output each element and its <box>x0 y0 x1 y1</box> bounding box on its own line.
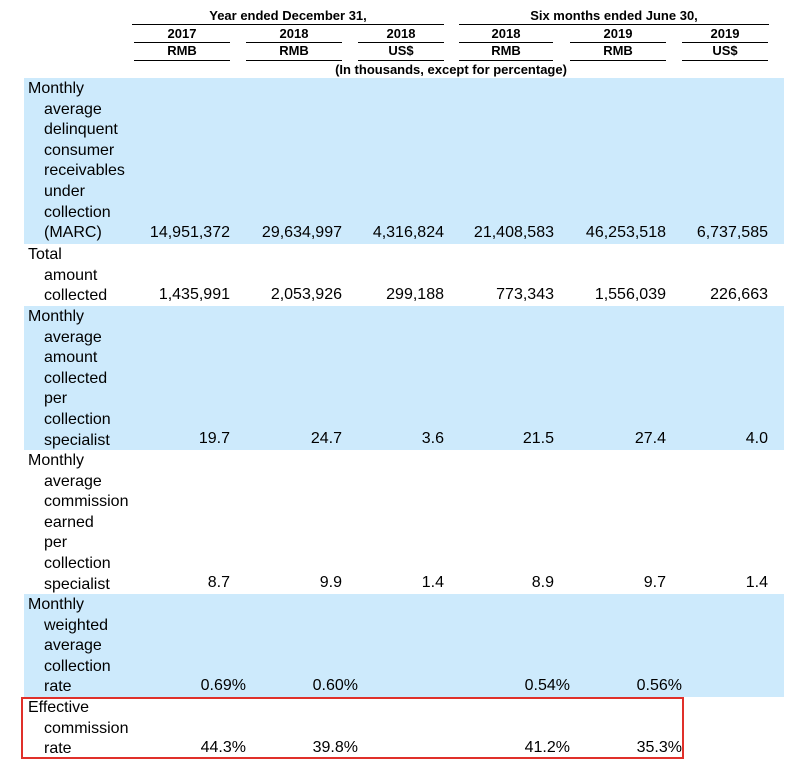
header-currency: US$ <box>388 43 414 58</box>
table-cell: 21,408,583 <box>473 224 554 241</box>
header-year: 2018 <box>279 26 309 41</box>
highlight-box <box>21 697 684 759</box>
table-row-weighted-collection-rate <box>24 594 784 697</box>
header-group-underline <box>132 24 444 25</box>
header-currency-underline <box>682 60 768 61</box>
header-currency: RMB <box>167 43 197 58</box>
table-cell: 35.3% <box>636 739 682 756</box>
header-currency-underline <box>246 60 342 61</box>
table-cell: 46,253,518 <box>585 224 666 241</box>
header-year: 2017 <box>167 26 197 41</box>
header-currency-underline <box>459 60 553 61</box>
table-cell: 0.54% <box>524 677 570 694</box>
header-currency-underline <box>570 60 666 61</box>
table-cell: 0.60% <box>312 677 358 694</box>
header-year: 2019 <box>603 26 633 41</box>
header-year: 2018 <box>386 26 416 41</box>
header-group-year-ended: Year ended December 31, <box>209 8 367 23</box>
row-label: Monthly average amount collected per collection specialist <box>28 308 111 449</box>
table-cell: 27.4 <box>634 430 666 447</box>
table-cell: 0.69% <box>200 677 246 694</box>
header-currency: RMB <box>603 43 633 58</box>
row-label: Total amount collected <box>28 246 108 305</box>
header-units-note: (In thousands, except for percentage) <box>335 62 567 77</box>
row-label: Effective commission rate <box>28 699 129 758</box>
table-cell: 2,053,926 <box>270 286 342 303</box>
table-cell: 773,343 <box>496 286 554 303</box>
table-cell: 6,737,585 <box>696 224 768 241</box>
table-cell: 14,951,372 <box>149 224 230 241</box>
header-year: 2018 <box>491 26 521 41</box>
table-cell: 226,663 <box>710 286 768 303</box>
header-currency-underline <box>358 60 444 61</box>
table-cell: 4,316,824 <box>372 224 444 241</box>
table-cell: 9.9 <box>319 574 342 591</box>
table-cell: 9.7 <box>643 574 666 591</box>
header-currency: RMB <box>279 43 309 58</box>
header-group-six-months: Six months ended June 30, <box>530 8 698 23</box>
table-row-avg-amount-per-specialist <box>24 306 784 450</box>
table-cell: 29,634,997 <box>261 224 342 241</box>
table-row-total-amount-collected <box>24 244 784 306</box>
table-cell: 1,435,991 <box>158 286 230 303</box>
table-cell: 0.56% <box>636 677 682 694</box>
table-cell: 24.7 <box>310 430 342 447</box>
table-cell: 4.0 <box>745 430 768 447</box>
table-cell: 39.8% <box>312 739 358 756</box>
row-label: Monthly average delinquent consumer receivables under collection (MARC) <box>28 80 125 242</box>
table-cell: 299,188 <box>386 286 444 303</box>
header-currency: US$ <box>712 43 738 58</box>
header-currency-underline <box>134 60 230 61</box>
row-label: Monthly weighted average collection rate <box>28 596 111 696</box>
table-cell: 44.3% <box>200 739 246 756</box>
table-cell: 19.7 <box>198 430 230 447</box>
table-cell: 21.5 <box>522 430 554 447</box>
header-group-underline <box>459 24 769 25</box>
table-cell: 8.7 <box>207 574 230 591</box>
table-row-avg-commission-per-specialist <box>24 450 784 594</box>
table-cell: 1.4 <box>421 574 444 591</box>
table-cell: 41.2% <box>524 739 570 756</box>
table-cell: 1,556,039 <box>594 286 666 303</box>
table-row-marc <box>24 78 784 244</box>
row-label: Monthly average commission earned per collection specialist <box>28 452 129 593</box>
table-cell: 8.9 <box>531 574 554 591</box>
header-currency: RMB <box>491 43 521 58</box>
table-cell: 1.4 <box>745 574 768 591</box>
table-cell: 3.6 <box>421 430 444 447</box>
header-year: 2019 <box>710 26 740 41</box>
